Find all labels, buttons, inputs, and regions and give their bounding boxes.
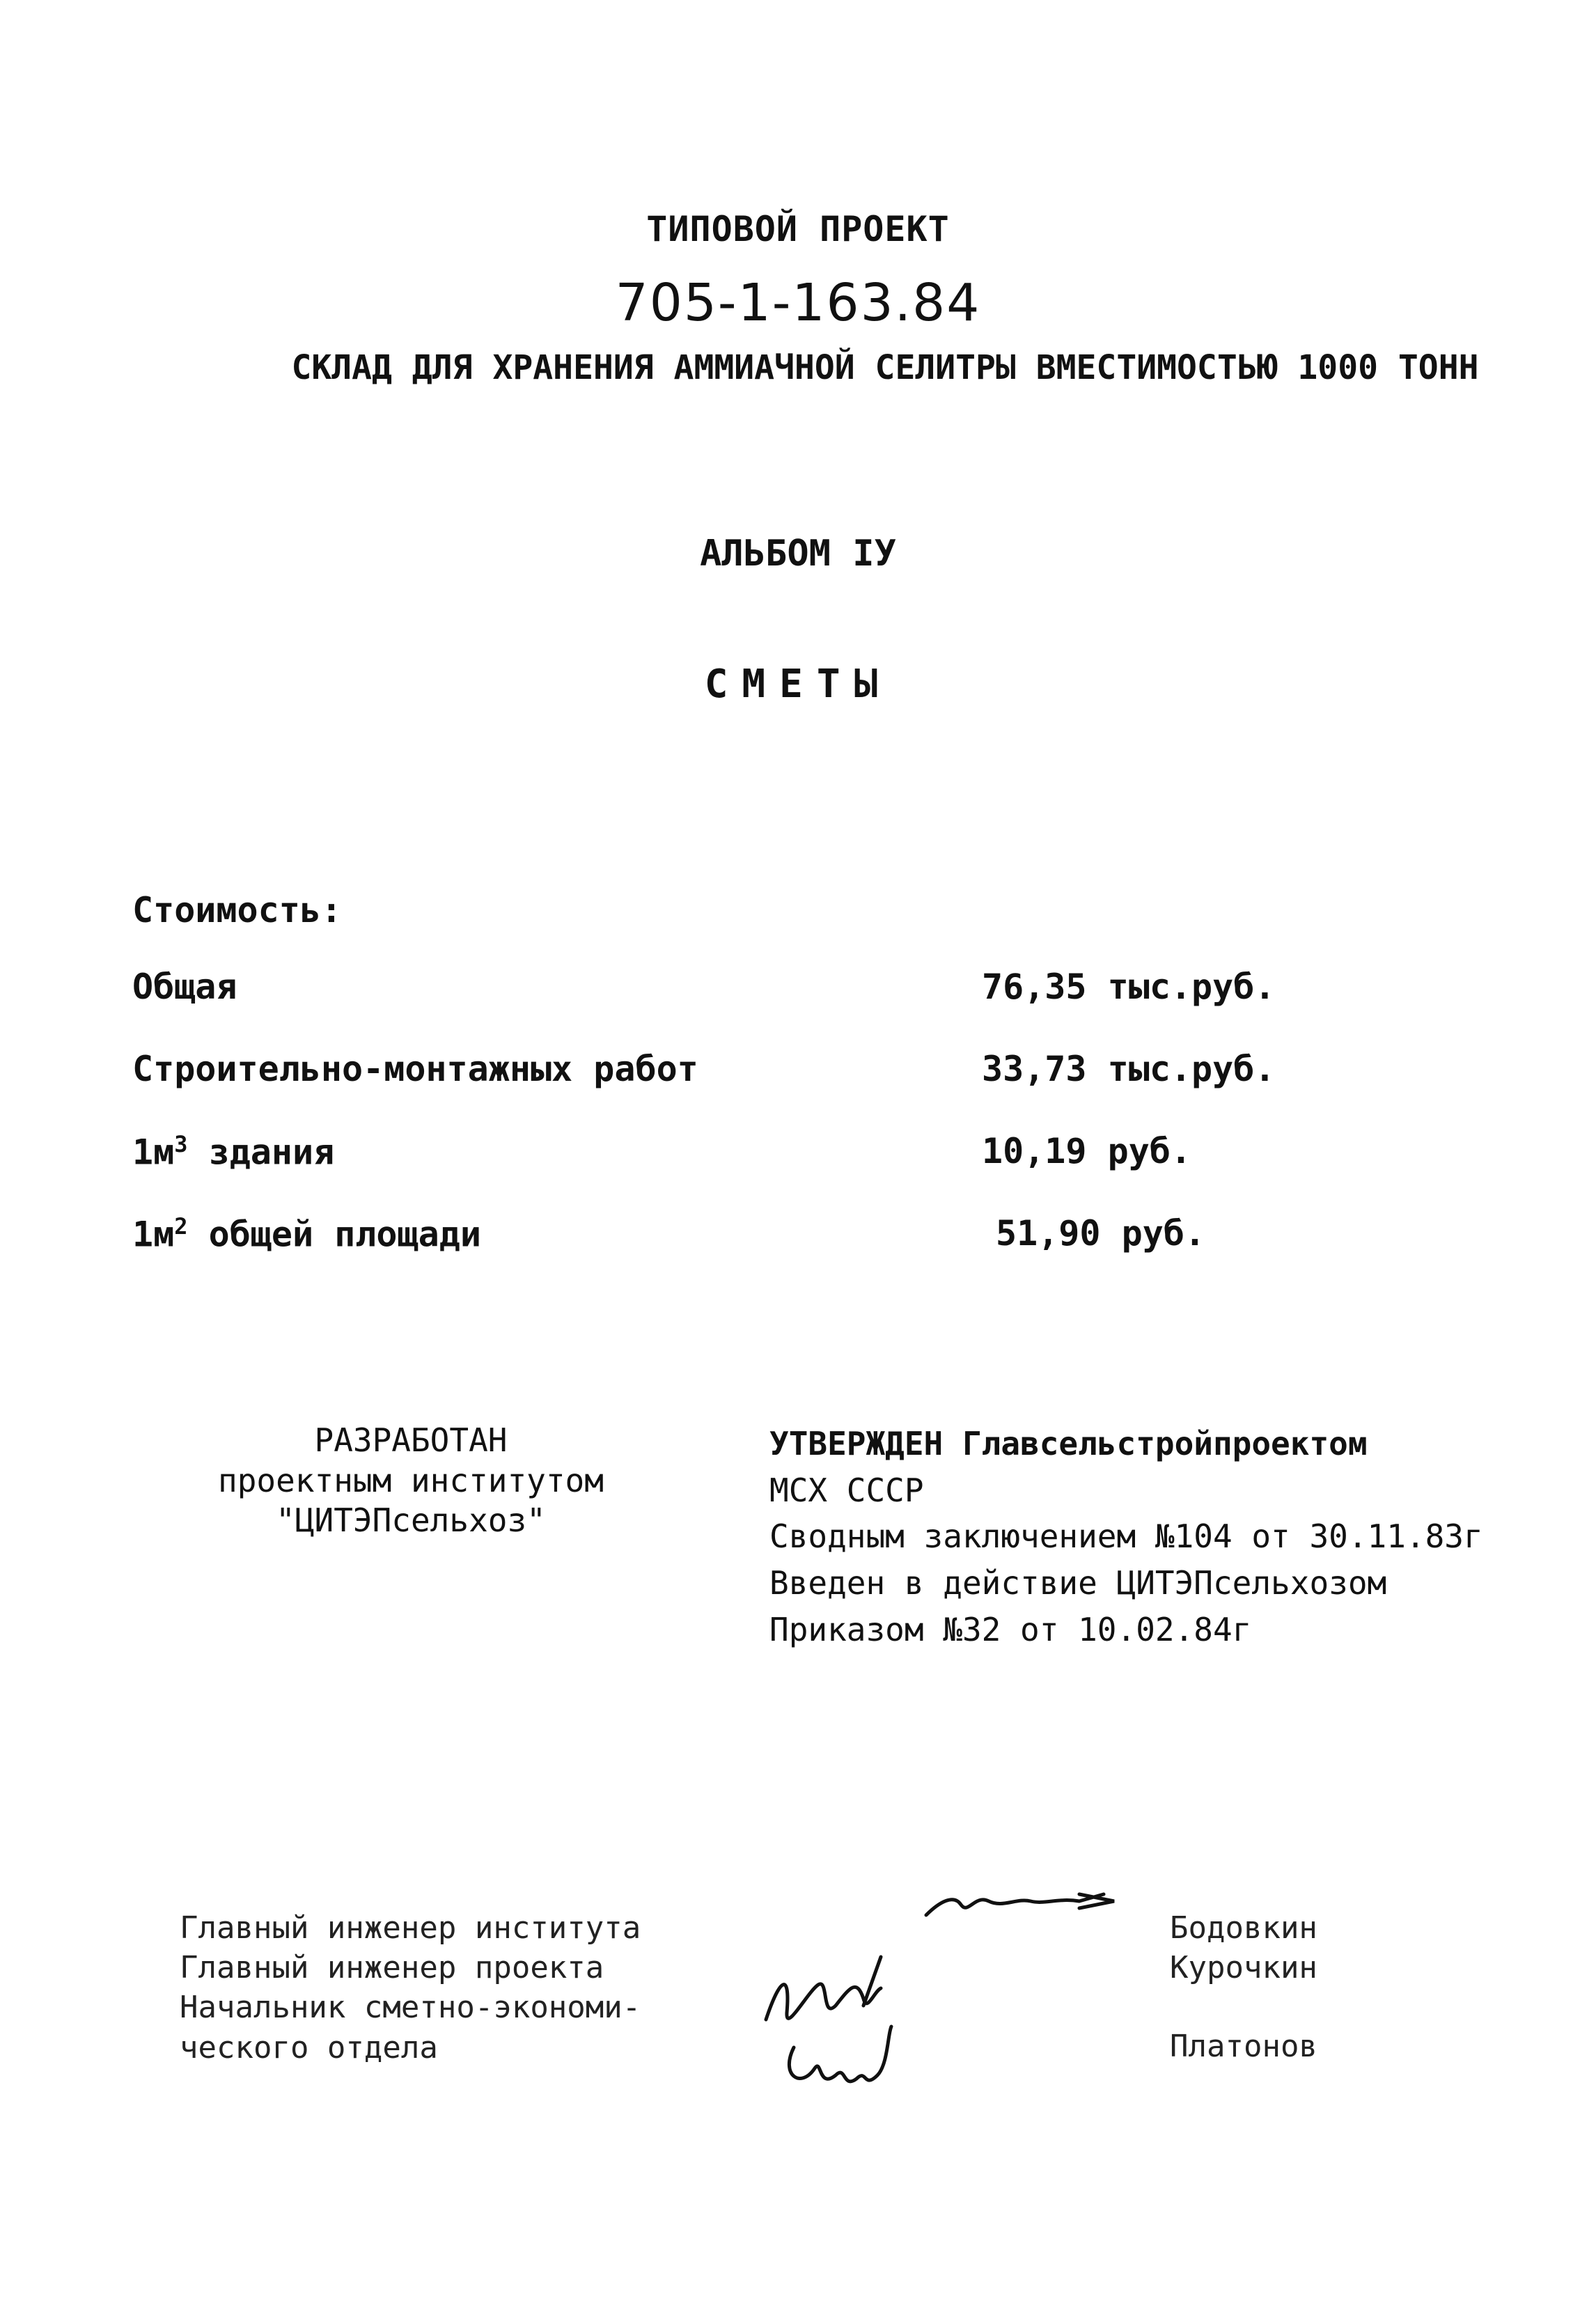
approval-block (769, 1421, 1483, 1653)
cost-row (0, 1131, 1596, 1187)
cost-label-rest: здания (187, 1132, 335, 1173)
approval-line: Введен в действие ЦИТЭПсельхозом (769, 1564, 1387, 1602)
project-number: 705-1-163.84 (615, 273, 981, 333)
signatory-role: ческого отдела (180, 2029, 438, 2066)
cost-label (132, 1049, 698, 1089)
approval-line: Сводным заключением №104 от 30.11.83г (769, 1517, 1483, 1556)
signatory-name: Курочкин (1170, 1950, 1317, 1986)
cost-label-rest: общей площади (187, 1214, 481, 1255)
cost-label-text: Строительно-монтажных работ (132, 1049, 698, 1089)
cost-row (0, 1213, 1596, 1269)
signature-3 (789, 2027, 891, 2082)
cost-label-exponent: 3 (174, 1131, 188, 1157)
signatory-name: Платонов (1170, 2029, 1317, 2065)
signatory-names (1170, 1908, 1317, 2067)
developer-block (174, 1421, 648, 1541)
handwritten-signatures (752, 1866, 1198, 2117)
document-type-label: ТИПОВОЙ ПРОЕКТ (646, 209, 950, 249)
section-title: СМЕТЫ (704, 662, 892, 707)
developer-institute: "ЦИТЭПсельхоз" (276, 1501, 546, 1539)
album-number: АЛЬБОМ IУ (700, 533, 896, 575)
cost-label-text: Общая (132, 967, 237, 1007)
cost-value: 10,19 руб. (982, 1131, 1192, 1171)
signatory-name: Бодовкин (1170, 1910, 1317, 1946)
cost-label-text: 1м (132, 1132, 175, 1173)
approval-line: МСХ СССР (769, 1471, 924, 1509)
developer-heading: РАЗРАБОТАН (314, 1421, 508, 1459)
cost-label (132, 1213, 481, 1255)
cost-row (0, 967, 1596, 1022)
cost-label-text: 1м (132, 1214, 175, 1255)
cost-value: 76,35 тыс.руб. (982, 967, 1276, 1007)
signatory-roles (180, 1908, 641, 2068)
signature-1 (926, 1894, 1114, 1915)
signatory-role: Главный инженер института (180, 1910, 641, 1946)
developer-line: проектным институтом (218, 1461, 604, 1499)
approval-line: Приказом №32 от 10.02.84г (769, 1610, 1252, 1648)
cost-value: 51,90 руб. (996, 1213, 1206, 1254)
approval-heading: УТВЕРЖДЕН Главсельстройпроектом (769, 1425, 1368, 1462)
cost-label (132, 1131, 334, 1173)
cost-heading: Стоимость: (132, 890, 343, 930)
cost-value: 33,73 тыс.руб. (982, 1049, 1276, 1089)
signatory-role: Начальник сметно-экономи- (180, 1990, 641, 2026)
cost-label-exponent: 2 (174, 1213, 188, 1240)
project-name: СКЛАД ДЛЯ ХРАНЕНИЯ АММИАЧНОЙ СЕЛИТРЫ ВМЕСТИМОСТЬЮ 1000 ТОНН (291, 348, 1479, 387)
cost-label (132, 967, 237, 1007)
signature-2 (766, 1957, 881, 2020)
cost-row (0, 1049, 1596, 1104)
signatory-role: Главный инженер проекта (180, 1950, 604, 1986)
